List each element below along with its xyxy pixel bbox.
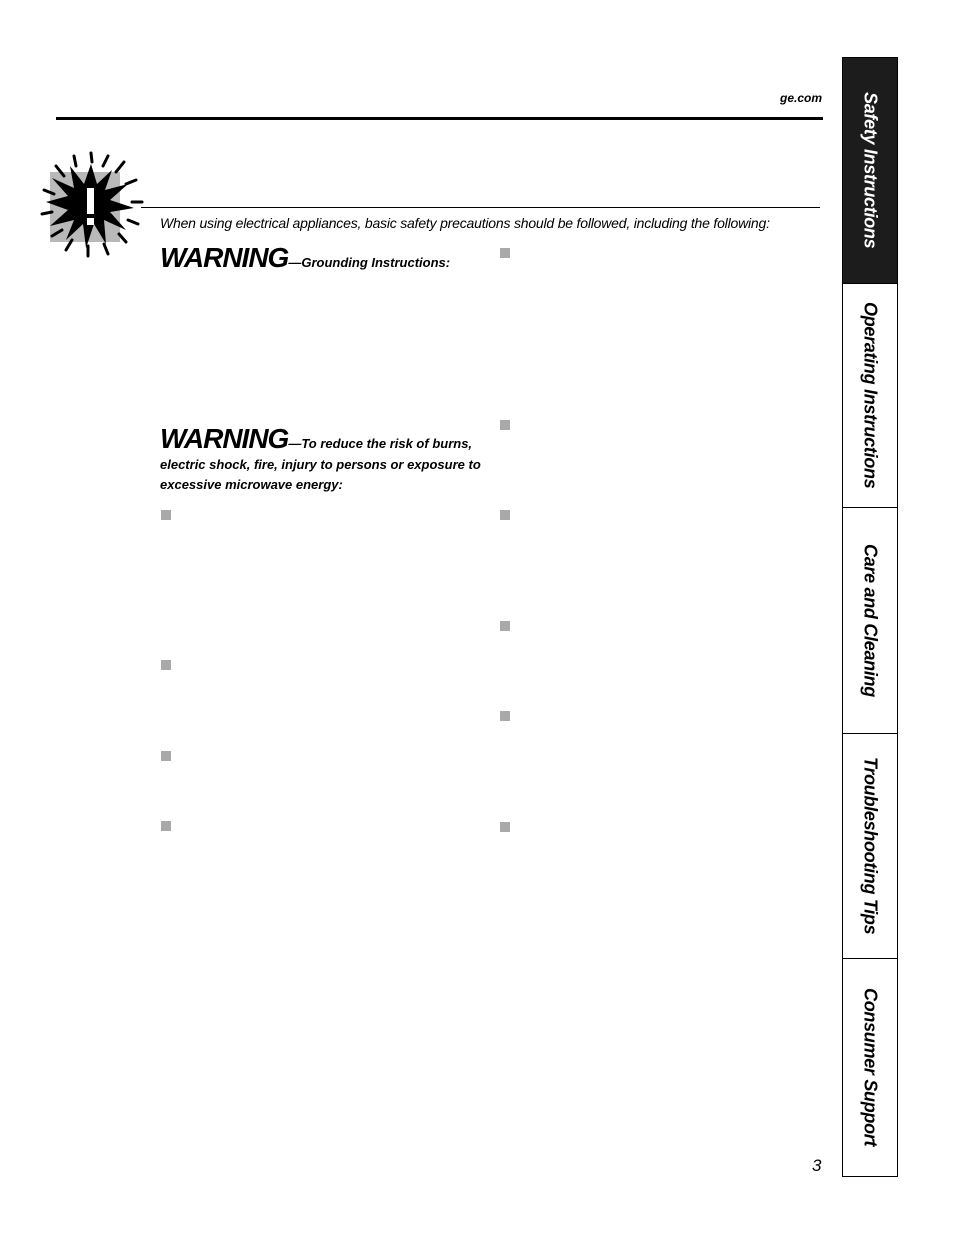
square-bullet-icon [161,660,171,670]
tab-operating-instructions[interactable] [843,283,897,507]
square-bullet-icon [500,621,510,631]
header-rule [56,117,823,120]
tab-safety-instructions[interactable] [843,58,897,283]
square-bullet-icon [161,510,171,520]
intro-text: When using electrical appliances, basic safety precautions should be followed, including the following: [160,215,770,231]
square-bullet-icon [500,420,510,430]
warning-grounding [160,242,490,274]
tab-consumer-support[interactable] [843,958,897,1176]
tab-troubleshooting-tips[interactable] [843,733,897,958]
square-bullet-icon [500,711,510,721]
warning-subtitle: —To reduce the risk of burns, electric shock, fire, injury to persons or exposure to excessive microwave energy: [160,436,481,492]
square-bullet-icon [161,751,171,761]
tab-label: Consumer Support [860,988,881,1147]
square-bullet-icon [161,821,171,831]
square-bullet-icon [500,510,510,520]
intro-rule [141,207,820,208]
tab-label: Troubleshooting Tips [860,757,881,935]
warning-subtitle: —Grounding Instructions: [288,255,451,270]
tab-label: Safety Instructions [860,92,881,249]
square-bullet-icon [500,248,510,258]
warning-title: WARNING [160,423,289,454]
page-number: 3 [812,1156,822,1175]
warning-burns [160,423,490,495]
warning-burst-icon [36,150,146,260]
tab-care-and-cleaning[interactable] [843,507,897,733]
tab-label: Care and Cleaning [860,544,881,697]
site-url: ge.com [779,91,822,105]
tab-label: Operating Instructions [860,302,881,489]
square-bullet-icon [500,822,510,832]
section-tabs [842,57,898,1177]
warning-title: WARNING [160,242,289,273]
